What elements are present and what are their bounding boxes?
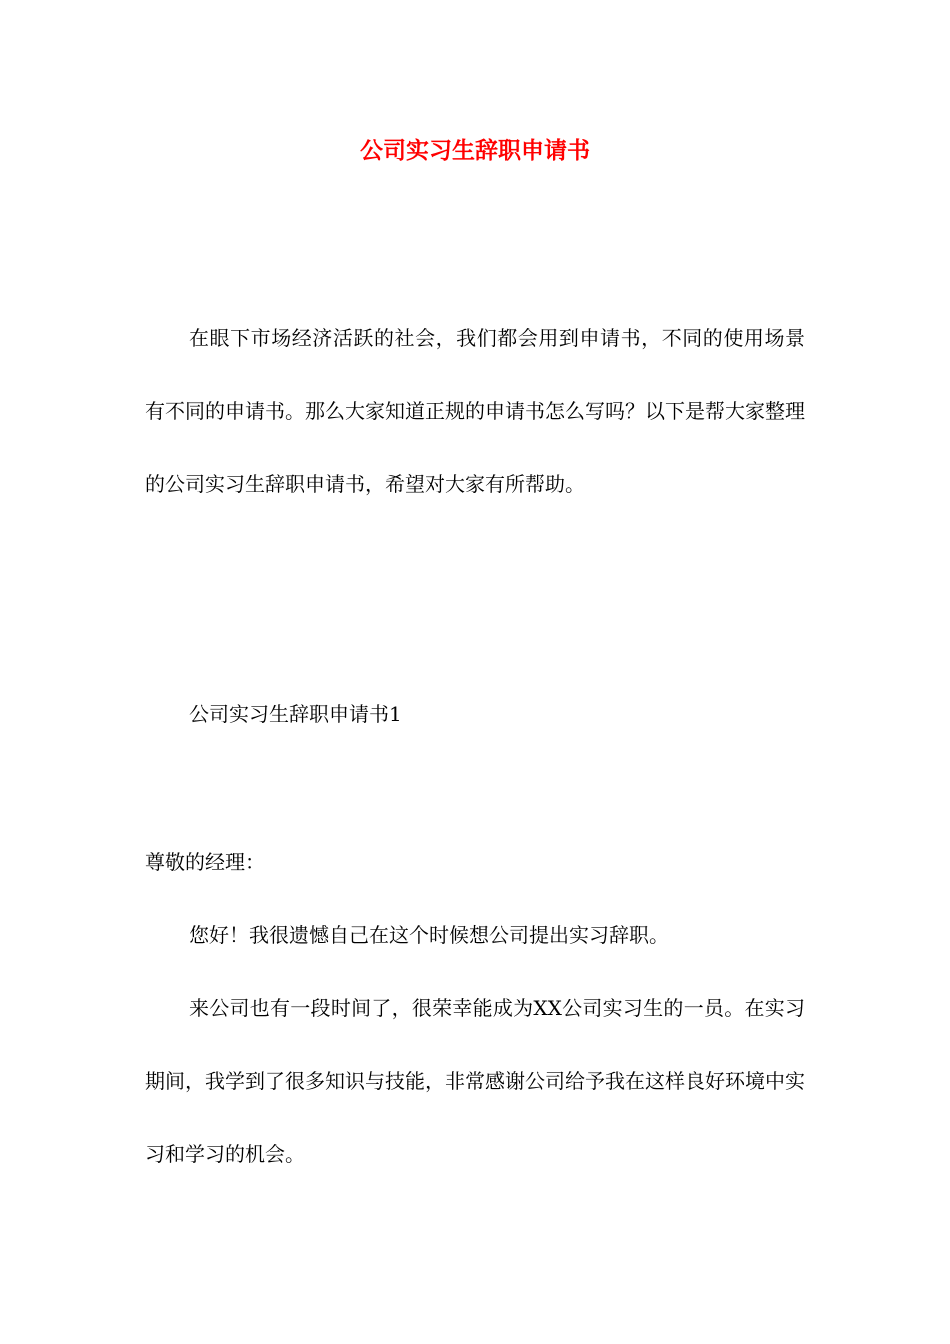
- body-paragraph: 来公司也有一段时间了，很荣幸能成为XX公司实习生的一员。在实习期间，我学到了很多知识与技能，非常感谢公司给予我在这样良好环境中实习和学习的机会。: [145, 996, 805, 1166]
- salutation: 尊敬的经理：: [145, 850, 265, 874]
- section-heading: 公司实习生辞职申请书1: [189, 702, 402, 726]
- intro-paragraph: 在眼下市场经济活跃的社会，我们都会用到申请书，不同的使用场景有不同的申请书。那么大家知道正规的申请书怎么写吗？以下是帮大家整理的公司实习生辞职申请书，希望对大家有所帮助。: [145, 326, 805, 496]
- document-title: 公司实习生辞职申请书: [360, 138, 590, 164]
- greeting-paragraph: 您好！我很遗憾自己在这个时候想公司提出实习辞职。: [189, 923, 669, 947]
